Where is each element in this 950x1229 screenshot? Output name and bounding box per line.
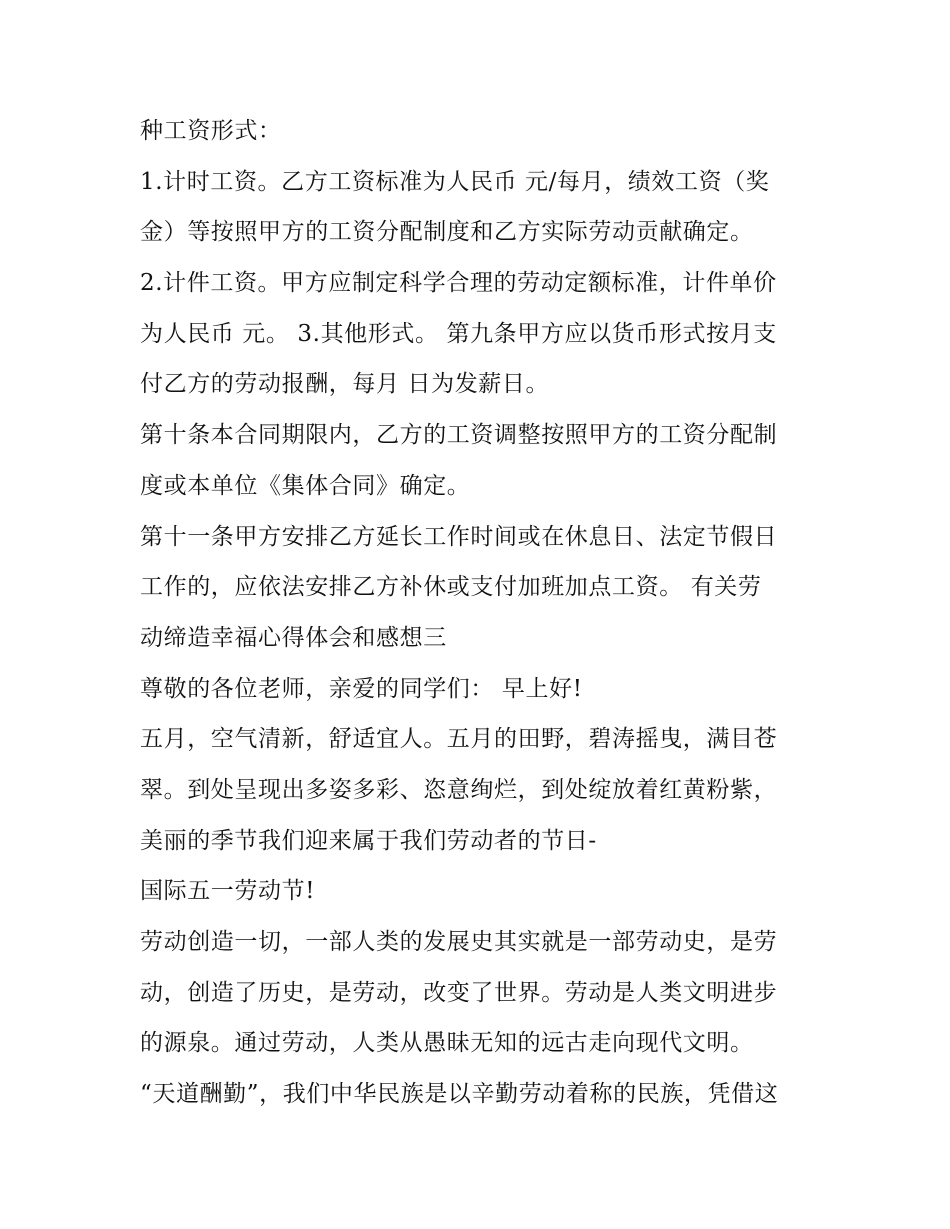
text-line: 1.计时工资。乙方工资标准为人民币 元/每月，绩效工资（奖 bbox=[140, 168, 770, 195]
text-line: 付乙方的劳动报酬，每月 日为发薪日。 bbox=[140, 371, 550, 398]
text-line: 工作的，应依法安排乙方补休或支付加班加点工资。 有关劳 bbox=[140, 574, 762, 601]
text-line: 种工资形式： bbox=[140, 118, 282, 144]
text-line: 第十条本合同期限内，乙方的工资调整按照甲方的工资分配制 bbox=[140, 422, 778, 449]
text-line: 为人民币 元。 3.其他形式。 第九条甲方应以货币形式按月支 bbox=[140, 320, 777, 347]
text-line: 度或本单位《集体合同》确定。 bbox=[140, 472, 471, 499]
greeting-line: 尊敬的各位老师，亲爱的同学们： 早上好! bbox=[140, 675, 583, 702]
text-line: 2.计件工资。甲方应制定科学合理的劳动定额标准，计件单价 bbox=[140, 270, 777, 297]
document-body bbox=[140, 106, 820, 1120]
text-line: 第十一条甲方安排乙方延长工作时间或在休息日、法定节假日 bbox=[140, 523, 778, 550]
text-line: 美丽的季节我们迎来属于我们劳动者的节日- bbox=[140, 827, 597, 854]
text-line: 动，创造了历史，是劳动，改变了世界。劳动是人类文明进步 bbox=[140, 979, 778, 1006]
text-line: 劳动创造一切，一部人类的发展史其实就是一部劳动史，是劳 bbox=[140, 929, 778, 955]
text-line: 五月，空气清新，舒适宜人。五月的田野，碧涛摇曳，满目苍 bbox=[140, 726, 778, 753]
text-line: 金）等按照甲方的工资分配制度和乙方实际劳动贡献确定。 bbox=[140, 219, 754, 246]
text-line: 国际五一劳动节! bbox=[140, 878, 316, 905]
text-line: 翠。到处呈现出多姿多彩、恣意绚烂，到处绽放着红黄粉紫， bbox=[140, 776, 778, 803]
section-heading: 动缔造幸福心得体会和感想三 bbox=[140, 624, 447, 651]
text-line: 的源泉。通过劳动，人类从愚昧无知的远古走向现代文明。 bbox=[140, 1030, 754, 1057]
text-line: “天道酬勤”，我们中华民族是以辛勤劳动着称的民族，凭借这 bbox=[140, 1081, 779, 1108]
